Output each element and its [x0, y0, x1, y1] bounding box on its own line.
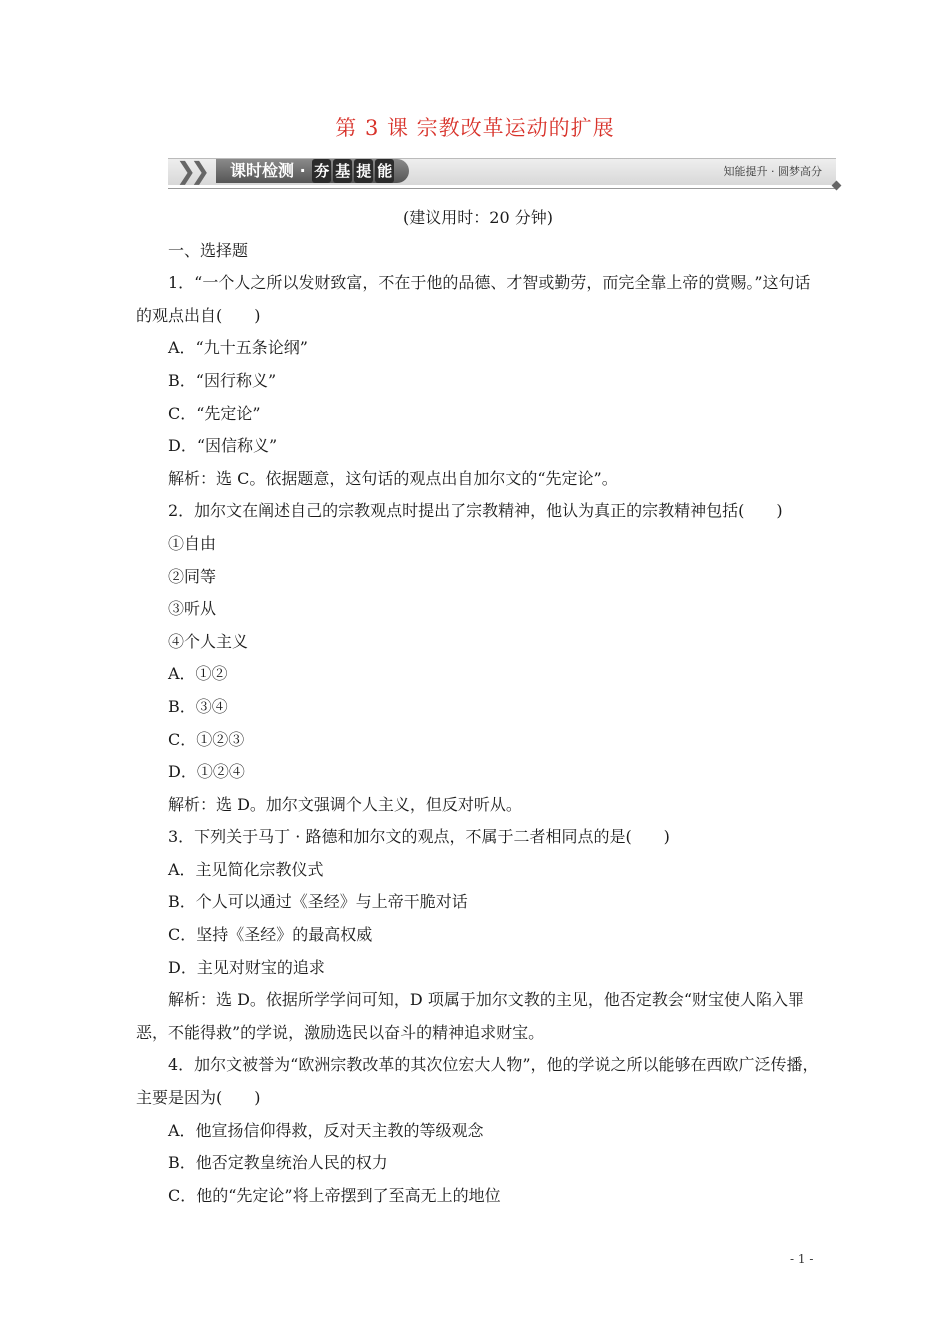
- document-line: A．“九十五条论纲”: [168, 338, 308, 358]
- document-line: ②同等: [168, 566, 217, 586]
- document-line: B．“因行称义”: [168, 370, 277, 390]
- document-line: A．他宣扬信仰得救，反对天主教的等级观念: [168, 1120, 484, 1140]
- document-line: 1．“一个人之所以发财致富，不在于他的品德、才智或勤劳，而完全靠上帝的赏赐。”这句话的观点出自( ): [136, 273, 811, 325]
- page-number: - 1 -: [790, 1252, 814, 1266]
- document-line: 解析：选 D。依据所学学问可知，D 项属于加尔文教的主见，他否定教会“财宝使人陷入罪恶，不能得救”的学说，激励选民以奋斗的精神追求财宝。: [136, 990, 805, 1042]
- document-line: C．他的“先定论”将上帝摆到了至高无上的地位: [168, 1185, 501, 1205]
- document-line: 4．加尔文被誉为“欧洲宗教改革的其次位宏大人物”，他的学说之所以能够在西欧广泛传播，主要是因为( ): [136, 1055, 819, 1108]
- page-title: 第 3 课 宗教改革运动的扩展: [335, 116, 615, 140]
- document-line: B．③④: [168, 696, 228, 716]
- document-line: 2．加尔文在阐述自己的宗教观点时提出了宗教精神，他认为真正的宗教精神包括( ): [168, 501, 783, 521]
- banner-badge: 基: [333, 159, 352, 183]
- document-line: C．①②③: [168, 729, 245, 749]
- document-line: B．个人可以通过《圣经》与上帝干脆对话: [168, 892, 468, 912]
- banner-badge: 能: [375, 159, 394, 183]
- document-line: A．主见简化宗教仪式: [168, 859, 324, 879]
- document-line: ③听从: [168, 599, 217, 619]
- document-line: C．坚持《圣经》的最高权威: [168, 925, 373, 945]
- document-line: 一、选择题: [168, 240, 249, 260]
- document-line: (建议用时：20 分钟): [403, 208, 553, 227]
- document-line: C．“先定论”: [168, 403, 261, 423]
- document-line: D．主见对财宝的追求: [168, 957, 325, 977]
- banner-badge: 夯: [312, 159, 331, 183]
- document-line: 3．下列关于马丁 · 路德和加尔文的观点，不属于二者相同点的是( ): [168, 827, 670, 847]
- document-body: [136, 202, 820, 1212]
- document-line: D．①②④: [168, 762, 245, 782]
- document-line: ④个人主义: [168, 631, 249, 651]
- document-line: ①自由: [168, 533, 217, 553]
- document-line: 解析：选 D。加尔文强调个人主义，但反对听从。: [168, 794, 522, 814]
- double-chevron-icon: ❯❯: [176, 157, 205, 185]
- document-line: 解析：选 C。依据题意，这句话的观点出自加尔文的“先定论”。: [168, 468, 618, 488]
- banner-label: [216, 159, 409, 183]
- banner-label-prefix: 课时检测 ·: [230, 161, 312, 180]
- banner-badge: 提: [354, 159, 373, 183]
- banner-divider: [168, 188, 836, 189]
- document-line: A．①②: [168, 664, 228, 684]
- section-banner: [168, 158, 836, 192]
- document-line: B．他否定教皇统治人民的权力: [168, 1153, 388, 1173]
- banner-tagline: 知能提升 · 圆梦高分: [723, 165, 822, 178]
- document-line: D．“因信称义”: [168, 436, 278, 456]
